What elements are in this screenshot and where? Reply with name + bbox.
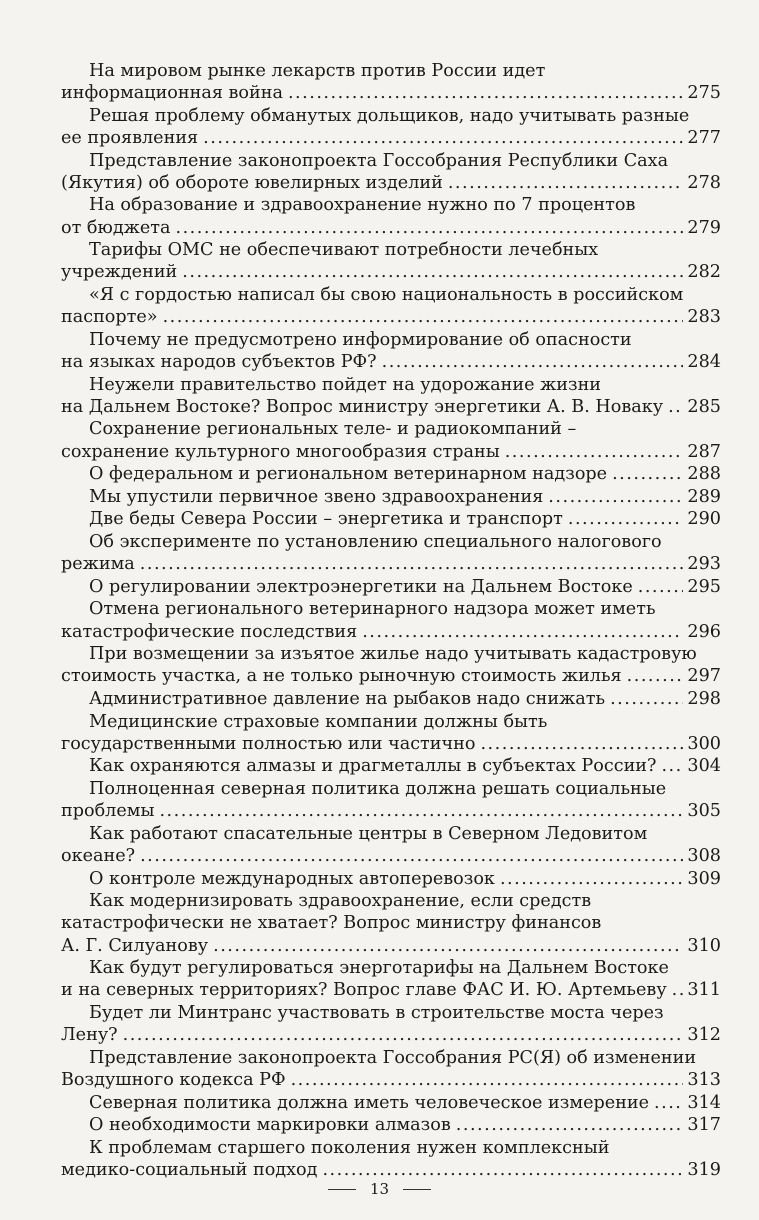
toc-page-number: 287 <box>687 441 721 462</box>
toc-entry <box>61 957 721 1001</box>
toc-entry-text: на языках народов субъектов РФ? <box>61 351 377 372</box>
toc-entry-text: стоимость участка, а не только рыночную стоимость жилья <box>61 666 622 687</box>
toc-entry-last-line <box>61 217 721 239</box>
toc-entry-text: На образование и здравоохранение нужно по 7 процентов <box>89 195 636 216</box>
toc-page-number: 285 <box>687 396 721 417</box>
toc-entry-last-line <box>61 665 721 687</box>
toc-entry-text: проблемы <box>61 801 155 822</box>
toc-entry <box>61 598 721 642</box>
toc-entry-text: от бюджета <box>61 217 171 238</box>
dot-leader <box>456 1114 684 1136</box>
toc-page-number: 284 <box>687 351 721 372</box>
toc-entry-last-line <box>61 553 721 575</box>
toc-entry-text: Как охраняются алмазы и драгметаллы в субъектах России? <box>89 756 657 777</box>
toc-entry-text: Тарифы ОМС не обеспечивают потребности лечебных <box>89 240 599 261</box>
dot-leader <box>480 733 683 755</box>
toc-entry-last-line <box>61 1114 721 1136</box>
toc-entry-text: режима <box>61 554 135 575</box>
toc-entry-text: Будет ли Минтранс участвовать в строительстве моста через <box>89 1002 664 1023</box>
toc-page-number: 295 <box>687 576 721 597</box>
toc-entry <box>61 329 721 373</box>
toc-entry <box>61 374 721 418</box>
toc-entry-last-line <box>61 733 721 755</box>
toc-entry-text: Об эксперименте по установлению специального налогового <box>89 531 662 552</box>
toc-page-number: 289 <box>687 486 721 507</box>
toc-entry-text: катастрофически не хватает? Вопрос министру финансов <box>61 913 602 934</box>
toc-entry-last-line <box>61 351 721 373</box>
toc-entry-last-line <box>61 621 721 643</box>
dot-leader <box>140 845 683 867</box>
toc-page-number: 300 <box>687 733 721 754</box>
toc-entry-last-line <box>61 172 721 194</box>
toc-entry-text: Представление законопроекта Госсобрания Республики Саха <box>89 150 669 171</box>
toc-entry-text: ее проявления <box>61 128 199 148</box>
toc-entry <box>61 60 721 104</box>
toc-entry <box>61 1002 721 1046</box>
toc-page-number: 305 <box>687 801 721 822</box>
toc-entry-text: О контроле международных автоперевозок <box>89 868 495 889</box>
toc-page-number: 298 <box>687 688 721 709</box>
toc-entry <box>61 1047 721 1091</box>
toc-page-number: 296 <box>687 621 721 642</box>
toc-entry-last-line <box>61 755 721 777</box>
footer-dash-right <box>403 1189 431 1190</box>
toc-entry <box>61 418 721 462</box>
toc-entry-last-line <box>61 576 721 598</box>
toc-entry-text: Воздушного кодекса РФ <box>61 1069 286 1090</box>
dot-leader <box>612 463 683 485</box>
dot-leader <box>610 688 683 710</box>
toc-entry-text: Как модернизировать здравоохранение, если средств <box>89 891 592 912</box>
footer-dash-left <box>328 1189 356 1190</box>
toc-entry-text: государственными полностью или частично <box>61 733 476 754</box>
dot-leader <box>638 576 684 598</box>
toc-entry-text: и на северных территориях? Вопрос главе ФАС И. Ю. Артемьеву <box>61 980 667 1001</box>
toc-page-number: 293 <box>687 554 721 575</box>
toc-entry <box>61 890 721 957</box>
toc-entry-last-line <box>61 1159 721 1181</box>
toc-entry-text: Неужели правительство пойдет на удорожание жизни <box>89 374 602 395</box>
toc-entry <box>61 463 721 485</box>
toc-entry-last-line <box>61 800 721 822</box>
dot-leader <box>140 553 684 575</box>
dot-leader <box>382 351 684 373</box>
toc-page-number: 282 <box>687 262 721 283</box>
toc-entry-text: Отмена регионального ветеринарного надзора может иметь <box>89 599 656 620</box>
toc-entry-text: Полноценная северная политика должна решать социальные <box>89 778 667 799</box>
toc-page-number: 277 <box>687 128 721 148</box>
toc-entry <box>61 239 721 283</box>
toc-entry-last-line <box>61 868 721 890</box>
toc-entry-text: Лену? <box>61 1025 118 1046</box>
toc-entry-last-line <box>61 127 721 149</box>
dot-leader <box>291 1069 684 1091</box>
toc-entry <box>61 105 721 149</box>
dot-leader <box>672 979 684 1001</box>
toc-entry-last-line <box>61 979 721 1001</box>
toc-entry <box>61 486 721 508</box>
toc-entry-text: Почему не предусмотрено информирование об опасности <box>89 329 632 350</box>
toc-entry-text: катастрофические последствия <box>61 621 358 642</box>
toc-page-number: 310 <box>687 935 721 956</box>
toc-entry <box>61 1092 721 1114</box>
dot-leader <box>288 82 683 104</box>
toc-entry-last-line <box>61 306 721 328</box>
toc-entry-text: К проблемам старшего поколения нужен комплексный <box>89 1137 610 1158</box>
toc-entry-text: информационная война <box>61 83 283 104</box>
toc-entry <box>61 711 721 755</box>
toc-entry <box>61 688 721 710</box>
dot-leader <box>500 868 683 890</box>
table-of-contents <box>61 60 721 1181</box>
dot-leader <box>163 306 684 328</box>
toc-entry <box>61 194 721 238</box>
toc-entry <box>61 868 721 890</box>
toc-entry-last-line <box>61 486 721 508</box>
toc-entry-text: на Дальнем Востоке? Вопрос министру энергетики А. В. Новаку <box>61 396 664 417</box>
toc-entry-last-line <box>61 845 721 867</box>
toc-page-number: 279 <box>687 217 721 238</box>
toc-page-number: 297 <box>687 666 721 687</box>
toc-entry-text: Мы упустили первичное звено здравоохранения <box>89 486 544 507</box>
toc-entry-text: паспорте» <box>61 307 158 328</box>
toc-entry <box>61 576 721 598</box>
dot-leader <box>182 261 683 283</box>
dot-leader <box>661 755 683 777</box>
dot-leader <box>213 935 683 957</box>
toc-entry-last-line <box>61 396 721 418</box>
toc-entry-last-line <box>61 1069 721 1091</box>
toc-entry-text: медико-социальный подход <box>61 1159 318 1180</box>
toc-entry-text: А. Г. Силуанову <box>61 935 209 956</box>
toc-entry-last-line <box>61 261 721 283</box>
toc-entry-text: океане? <box>61 845 136 866</box>
toc-page-number: 308 <box>687 845 721 866</box>
dot-leader <box>568 508 684 530</box>
dot-leader <box>654 1092 683 1114</box>
toc-entry-last-line <box>61 1092 721 1114</box>
dot-leader <box>123 1024 684 1046</box>
toc-entry <box>61 284 721 328</box>
toc-entry <box>61 643 721 687</box>
toc-entry <box>61 1114 721 1136</box>
toc-entry <box>61 1137 721 1181</box>
dot-leader <box>668 396 683 418</box>
toc-entry <box>61 150 721 194</box>
toc-entry-text: О федеральном и региональном ветеринарном надзоре <box>89 464 608 485</box>
toc-entry-last-line <box>61 1024 721 1046</box>
toc-entry-last-line <box>61 82 721 104</box>
dot-leader <box>203 127 683 149</box>
toc-entry <box>61 755 721 777</box>
toc-entry-last-line <box>61 441 721 463</box>
dot-leader <box>627 665 684 687</box>
dot-leader <box>322 1159 683 1181</box>
toc-page-number: 317 <box>687 1115 721 1136</box>
toc-entry-text: Медицинские страховые компании должны быть <box>89 711 548 732</box>
toc-entry-last-line <box>61 463 721 485</box>
toc-entry-last-line <box>61 508 721 530</box>
toc-page-number: 319 <box>687 1159 721 1180</box>
toc-entry <box>61 508 721 530</box>
toc-entry-text: Представление законопроекта Госсобрания РС(Я) об изменении <box>89 1047 697 1068</box>
dot-leader <box>175 217 683 239</box>
toc-entry-text: О необходимости маркировки алмазов <box>89 1115 451 1136</box>
dot-leader <box>548 486 683 508</box>
toc-page-number: 313 <box>687 1069 721 1090</box>
toc-entry-last-line <box>61 688 721 710</box>
page-footer <box>0 1180 759 1198</box>
toc-entry-text: Как работают спасательные центры в Северном Ледовитом <box>89 823 648 844</box>
toc-page-number: 278 <box>687 172 721 193</box>
toc-entry-text: сохранение культурного многообразия страны <box>61 441 500 462</box>
toc-entry <box>61 778 721 822</box>
dot-leader <box>505 441 684 463</box>
toc-page-number: 309 <box>687 868 721 889</box>
toc-entry <box>61 823 721 867</box>
toc-entry-text: Северная политика должна иметь человеческое измерение <box>89 1092 650 1113</box>
toc-entry-text: Сохранение региональных теле- и радиокомпаний – <box>89 419 577 440</box>
toc-page-number: 311 <box>687 980 721 1001</box>
toc-entry-text: Как будут регулироваться энерготарифы на Дальнем Востоке <box>89 958 669 979</box>
dot-leader <box>362 621 683 643</box>
dot-leader <box>159 800 683 822</box>
toc-entry-text: учреждений <box>61 262 178 283</box>
page-number: 13 <box>369 1180 390 1198</box>
toc-entry-text: (Якутия) об обороте ювелирных изделий <box>61 172 443 193</box>
toc-entry-text: Административное давление на рыбаков надо снижать <box>89 688 606 709</box>
toc-entry-text: Решая проблему обманутых дольщиков, надо учитывать разные <box>89 105 690 126</box>
toc-entry-text: «Я с гордостью написал бы свою национальность в российском <box>89 284 684 305</box>
toc-page-number: 304 <box>687 756 721 777</box>
toc-page-number: 314 <box>687 1092 721 1113</box>
toc-page-number: 283 <box>687 307 721 328</box>
toc-entry-text: На мировом рынке лекарств против России идет <box>89 61 546 81</box>
dot-leader <box>448 172 684 194</box>
toc-page-number: 275 <box>687 83 721 104</box>
toc-page-number: 290 <box>687 509 721 530</box>
toc-entry-last-line <box>61 935 721 957</box>
toc-entry-text: Две беды Севера России – энергетика и транспорт <box>89 509 563 530</box>
toc-entry-text: При возмещении за изъятое жилье надо учитывать кадастровую <box>89 644 697 665</box>
toc-entry-text: О регулировании электроэнергетики на Дальнем Востоке <box>89 576 633 597</box>
toc-entry <box>61 531 721 575</box>
toc-page-number: 288 <box>687 464 721 485</box>
toc-page-number: 312 <box>687 1025 721 1046</box>
